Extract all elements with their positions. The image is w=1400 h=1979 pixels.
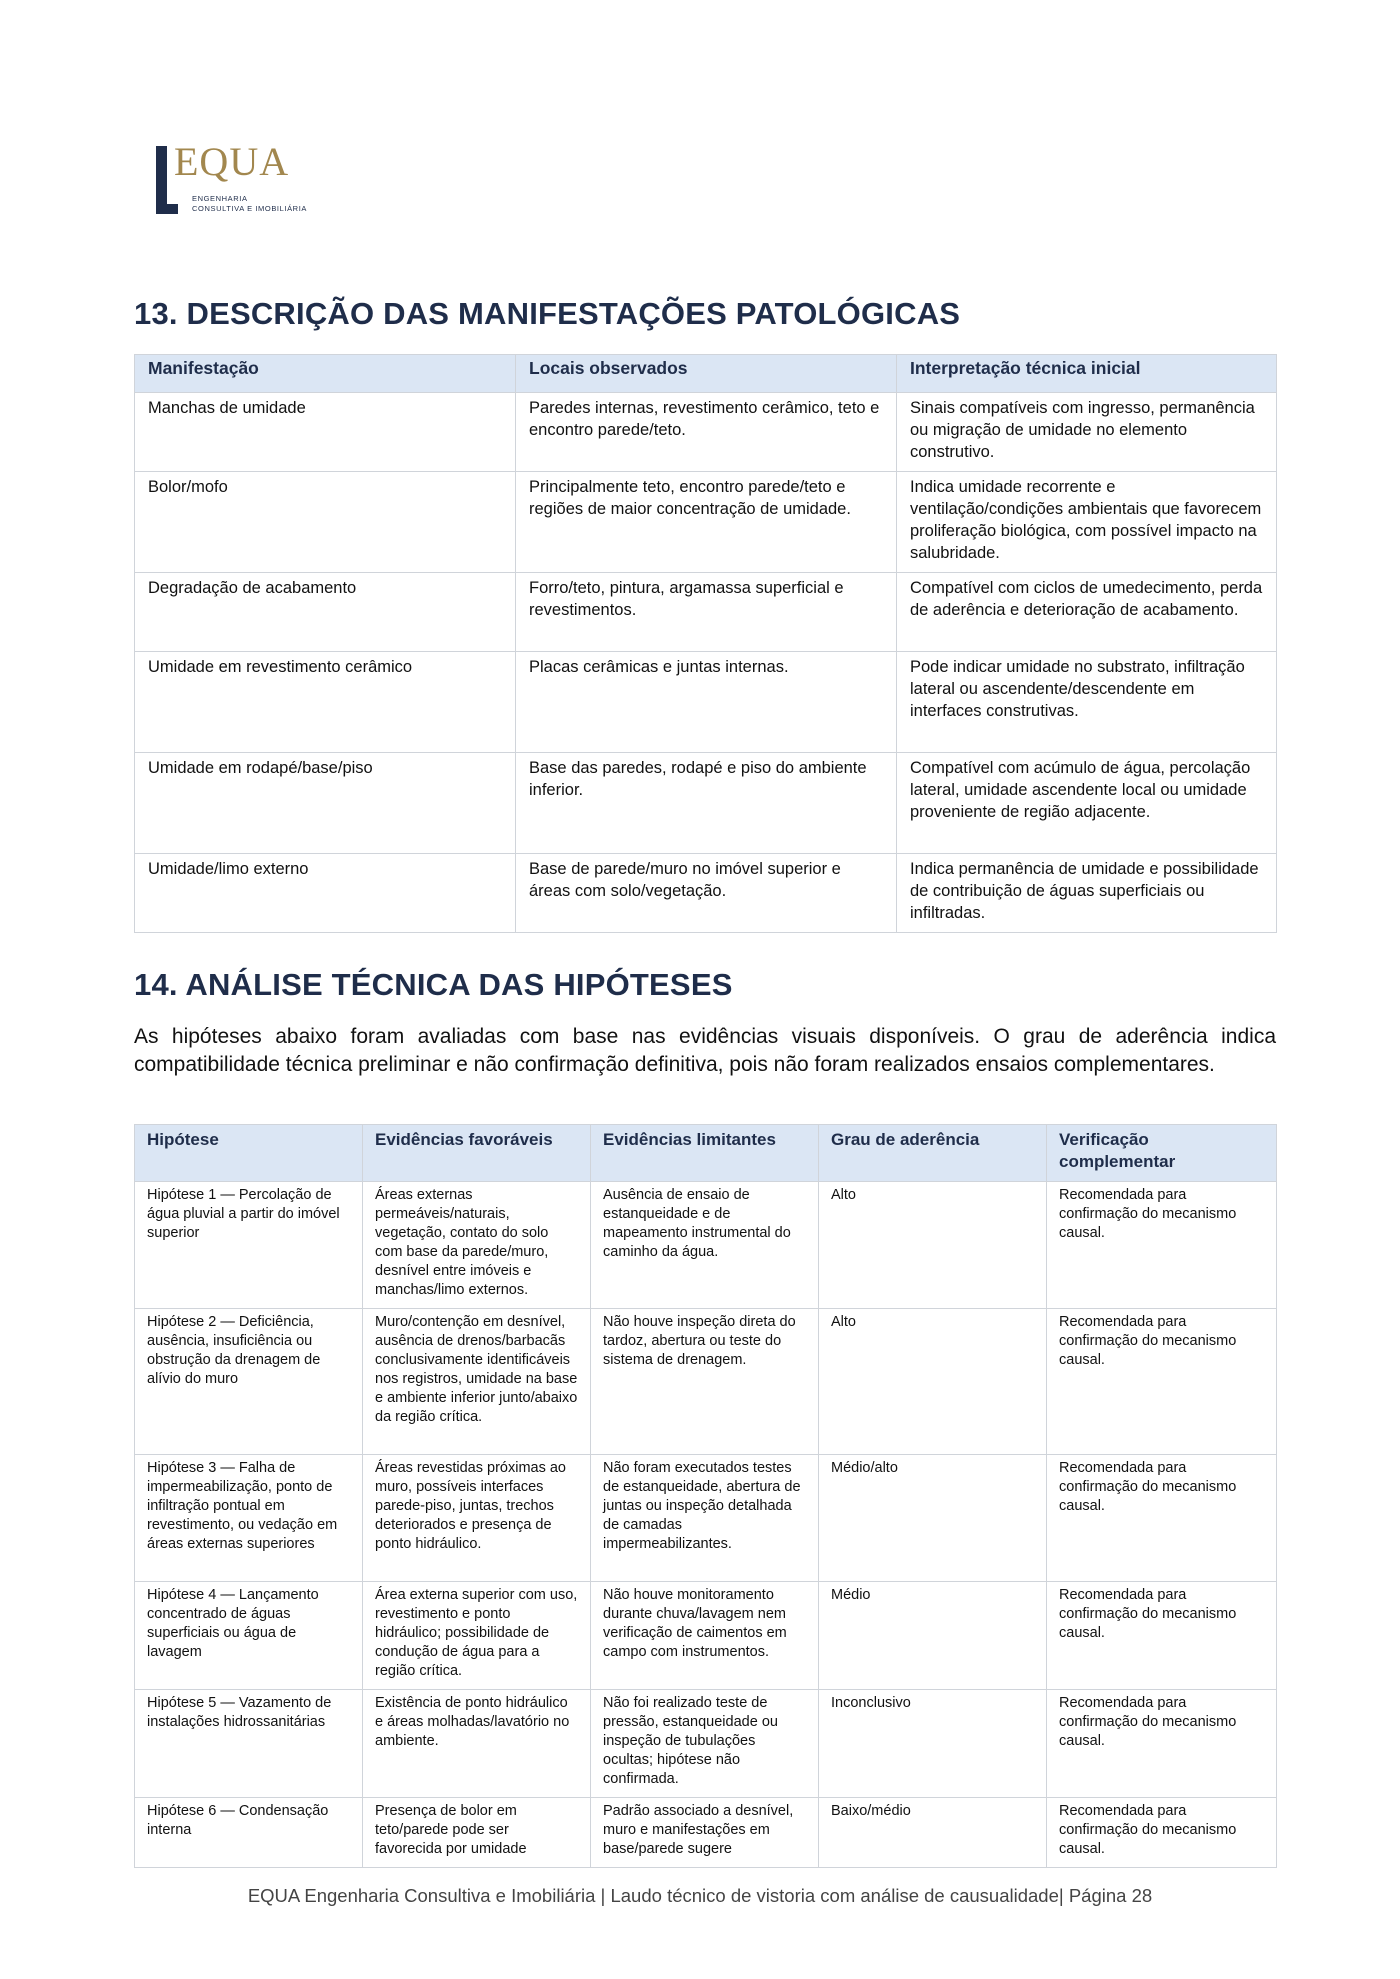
cell-interpretacao: Compatível com ciclos de umedecimento, perda de aderência e deterioração de acabamento. xyxy=(897,573,1277,652)
table-row xyxy=(135,1455,1277,1582)
cell-interpretacao: Pode indicar umidade no substrato, infiltração lateral ou ascendente/descendente em interfaces construtivas. xyxy=(897,652,1277,753)
cell-evidencias-limitantes: Ausência de ensaio de estanqueidade e de mapeamento instrumental do caminho da água. xyxy=(591,1182,819,1309)
header-interpretacao: Interpretação técnica inicial xyxy=(897,355,1277,393)
cell-verificacao: Recomendada para confirmação do mecanismo causal. xyxy=(1047,1182,1277,1309)
table-row xyxy=(135,472,1277,573)
cell-interpretacao: Indica umidade recorrente e ventilação/condições ambientais que favorecem proliferação biológica, com possível impacto na salubridade. xyxy=(897,472,1277,573)
header-verificacao: Verificação complementar xyxy=(1047,1125,1277,1182)
table-row xyxy=(135,393,1277,472)
logo-name: EQUA xyxy=(174,139,290,184)
company-logo xyxy=(156,139,336,220)
table-header-row xyxy=(135,1125,1277,1182)
cell-hipotese: Hipótese 2 — Deficiência, ausência, insuficiência ou obstrução da drenagem de alívio do muro xyxy=(135,1309,363,1455)
cell-verificacao: Recomendada para confirmação do mecanismo causal. xyxy=(1047,1455,1277,1582)
table-row xyxy=(135,1182,1277,1309)
cell-grau-aderencia: Inconclusivo xyxy=(819,1690,1047,1798)
cell-verificacao: Recomendada para confirmação do mecanismo causal. xyxy=(1047,1798,1277,1868)
logo-subtitle xyxy=(192,194,307,214)
cell-locais: Base das paredes, rodapé e piso do ambiente inferior. xyxy=(516,753,897,854)
cell-locais: Paredes internas, revestimento cerâmico, teto e encontro parede/teto. xyxy=(516,393,897,472)
cell-grau-aderencia: Médio/alto xyxy=(819,1455,1047,1582)
cell-grau-aderencia: Médio xyxy=(819,1582,1047,1690)
cell-interpretacao: Indica permanência de umidade e possibilidade de contribuição de águas superficiais ou infiltradas. xyxy=(897,854,1277,933)
cell-evidencias-limitantes: Não foram executados testes de estanqueidade, abertura de juntas ou inspeção detalhada de camadas impermeabilizantes. xyxy=(591,1455,819,1582)
cell-hipotese: Hipótese 1 — Percolação de água pluvial a partir do imóvel superior xyxy=(135,1182,363,1309)
cell-manifestacao: Bolor/mofo xyxy=(135,472,516,573)
cell-hipotese: Hipótese 4 — Lançamento concentrado de águas superficiais ou água de lavagem xyxy=(135,1582,363,1690)
cell-verificacao: Recomendada para confirmação do mecanismo causal. xyxy=(1047,1309,1277,1455)
cell-locais: Placas cerâmicas e juntas internas. xyxy=(516,652,897,753)
cell-manifestacao: Umidade em rodapé/base/piso xyxy=(135,753,516,854)
table-row xyxy=(135,1690,1277,1798)
hypotheses-table xyxy=(134,1124,1277,1868)
table-header-row xyxy=(135,355,1277,393)
cell-locais: Base de parede/muro no imóvel superior e áreas com solo/vegetação. xyxy=(516,854,897,933)
cell-locais: Forro/teto, pintura, argamassa superficial e revestimentos. xyxy=(516,573,897,652)
section-13-title: 13. DESCRIÇÃO DAS MANIFESTAÇÕES PATOLÓGICAS xyxy=(134,296,961,331)
cell-grau-aderencia: Baixo/médio xyxy=(819,1798,1047,1868)
logo-subtitle-line-1: ENGENHARIA xyxy=(192,194,248,203)
table-row xyxy=(135,1798,1277,1868)
section-14-title: 14. ANÁLISE TÉCNICA DAS HIPÓTESES xyxy=(134,967,733,1002)
table-row xyxy=(135,753,1277,854)
logo-subtitle-line-2: CONSULTIVA E IMOBILIÁRIA xyxy=(192,204,307,213)
cell-evidencias-favoraveis: Presença de bolor em teto/parede pode ser favorecida por umidade xyxy=(363,1798,591,1868)
cell-evidencias-favoraveis: Área externa superior com uso, revestimento e ponto hidráulico; possibilidade de condução de água para a região crítica. xyxy=(363,1582,591,1690)
header-hipotese: Hipótese xyxy=(135,1125,363,1182)
cell-verificacao: Recomendada para confirmação do mecanismo causal. xyxy=(1047,1582,1277,1690)
cell-evidencias-limitantes: Não houve monitoramento durante chuva/lavagem nem verificação de caimentos em campo com instrumentos. xyxy=(591,1582,819,1690)
cell-evidencias-favoraveis: Áreas externas permeáveis/naturais, vegetação, contato do solo com base da parede/muro, desnível entre imóveis e manchas/limo externos. xyxy=(363,1182,591,1309)
section-14-intro: As hipóteses abaixo foram avaliadas com base nas evidências visuais disponíveis. O grau de aderência indica compatibilidade técnica preliminar e não confirmação definitiva, pois não foram realizados ensaios complementares. xyxy=(134,1025,1276,1076)
table-row xyxy=(135,1309,1277,1455)
cell-evidencias-limitantes: Padrão associado a desnível, muro e manifestações em base/parede sugere xyxy=(591,1798,819,1868)
cell-grau-aderencia: Alto xyxy=(819,1182,1047,1309)
cell-evidencias-favoraveis: Muro/contenção em desnível, ausência de drenos/barbacãs conclusivamente identificáveis nos registros, umidade na base e ambiente inferior junto/abaixo da região crítica. xyxy=(363,1309,591,1455)
table-row xyxy=(135,854,1277,933)
cell-manifestacao: Umidade em revestimento cerâmico xyxy=(135,652,516,753)
header-evidencias-limitantes: Evidências limitantes xyxy=(591,1125,819,1182)
table-row xyxy=(135,652,1277,753)
header-manifestacao: Manifestação xyxy=(135,355,516,393)
header-locais: Locais observados xyxy=(516,355,897,393)
header-grau-aderencia: Grau de aderência xyxy=(819,1125,1047,1182)
cell-interpretacao: Sinais compatíveis com ingresso, permanência ou migração de umidade no elemento construtivo. xyxy=(897,393,1277,472)
cell-hipotese: Hipótese 3 — Falha de impermeabilização, ponto de infiltração pontual em revestimento, ou vedação em áreas externas superiores xyxy=(135,1455,363,1582)
table-row xyxy=(135,1582,1277,1690)
cell-verificacao: Recomendada para confirmação do mecanismo causal. xyxy=(1047,1690,1277,1798)
cell-manifestacao: Degradação de acabamento xyxy=(135,573,516,652)
cell-evidencias-favoraveis: Existência de ponto hidráulico e áreas molhadas/lavatório no ambiente. xyxy=(363,1690,591,1798)
manifestations-table xyxy=(134,354,1277,933)
cell-locais: Principalmente teto, encontro parede/teto e regiões de maior concentração de umidade. xyxy=(516,472,897,573)
logo-mark-foot xyxy=(156,204,178,214)
cell-hipotese: Hipótese 6 — Condensação interna xyxy=(135,1798,363,1868)
header-evidencias-favoraveis: Evidências favoráveis xyxy=(363,1125,591,1182)
cell-evidencias-limitantes: Não houve inspeção direta do tardoz, abertura ou teste do sistema de drenagem. xyxy=(591,1309,819,1455)
cell-manifestacao: Umidade/limo externo xyxy=(135,854,516,933)
cell-manifestacao: Manchas de umidade xyxy=(135,393,516,472)
page-footer: EQUA Engenharia Consultiva e Imobiliária | Laudo técnico de vistoria com análise de causualidade| Página 28 xyxy=(247,1885,1153,1906)
cell-grau-aderencia: Alto xyxy=(819,1309,1047,1455)
cell-hipotese: Hipótese 5 — Vazamento de instalações hidrossanitárias xyxy=(135,1690,363,1798)
cell-evidencias-favoraveis: Áreas revestidas próximas ao muro, possíveis interfaces parede-piso, juntas, trechos deteriorados e presença de ponto hidráulico. xyxy=(363,1455,591,1582)
table-row xyxy=(135,573,1277,652)
cell-evidencias-limitantes: Não foi realizado teste de pressão, estanqueidade ou inspeção de tubulações ocultas; hipótese não confirmada. xyxy=(591,1690,819,1798)
cell-interpretacao: Compatível com acúmulo de água, percolação lateral, umidade ascendente local ou umidade proveniente de região adjacente. xyxy=(897,753,1277,854)
